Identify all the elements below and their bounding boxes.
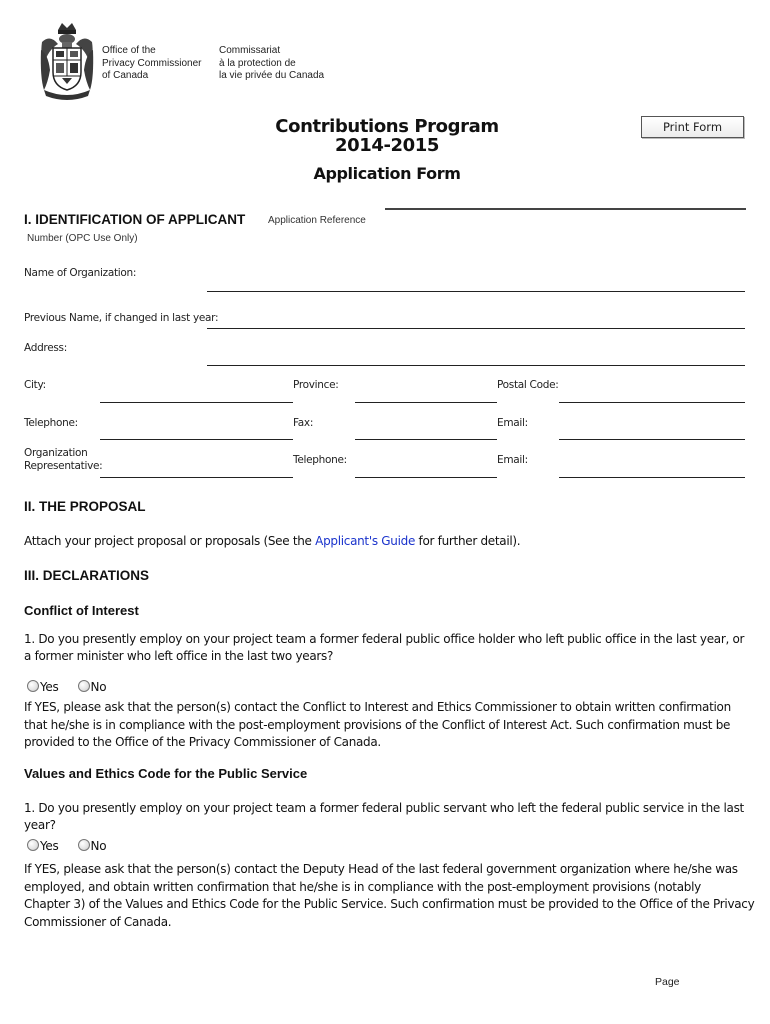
fax-field[interactable] [355, 439, 497, 440]
values-note-line: If YES, please ask that the person(s) contact the Deputy Head of the last federal government organization where he/she was [24, 862, 738, 876]
postal-code-label: Postal Code: [497, 379, 559, 391]
form-name: Application Form [313, 164, 461, 183]
proposal-text: Attach your project proposal or proposals (See the [24, 534, 316, 548]
application-reference-label: Application Reference [268, 215, 366, 226]
representative-label-line: Representative: [24, 460, 103, 472]
proposal-instructions [24, 534, 520, 548]
applicants-guide-link[interactable]: Applicant's Guide [315, 534, 416, 548]
conflict-yes-radio[interactable] [27, 680, 39, 692]
section-3-heading: III. DECLARATIONS [24, 568, 150, 583]
telephone-field[interactable] [100, 439, 293, 440]
conflict-note-line: provided to the Office of the Privacy Commissioner of Canada. [24, 735, 381, 749]
department-name-fr [219, 45, 324, 83]
conflict-note [24, 699, 731, 752]
program-name: Contributions Program [275, 116, 499, 137]
application-reference-label-cont: Number (OPC Use Only) [27, 233, 138, 244]
values-question [24, 800, 744, 834]
representative-email-label: Email: [497, 454, 528, 466]
province-field[interactable] [355, 402, 497, 403]
department-name-en-line: of Canada [102, 70, 149, 81]
fax-label: Fax: [293, 417, 314, 429]
values-answer-group [27, 839, 106, 853]
proposal-text-end: for further detail). [415, 534, 521, 548]
org-name-label: Name of Organization: [24, 267, 137, 279]
department-name-fr-line: à la protection de [219, 57, 296, 69]
telephone-label: Telephone: [24, 417, 78, 429]
values-question-line: 1. Do you presently employ on your project team a former federal public servant who left the federal public service in the last [24, 801, 744, 815]
conflict-no-radio[interactable] [78, 680, 90, 692]
representative-field[interactable] [100, 477, 293, 478]
previous-name-field[interactable] [207, 328, 745, 329]
conflict-question [24, 631, 744, 665]
values-yes-label: Yes [40, 839, 59, 853]
section-1-heading: I. IDENTIFICATION OF APPLICANT [24, 212, 246, 227]
conflict-question-line: 1. Do you presently employ on your project team a former federal public office holder who left public office in the last year, or [24, 632, 745, 646]
email-label: Email: [497, 417, 528, 429]
department-name-fr-line: la vie privée du Canada [219, 70, 325, 81]
province-label: Province: [293, 379, 339, 391]
conflict-note-line: If YES, please ask that the person(s) contact the Conflict to Interest and Ethics Commissioner to obtain written confirmation [24, 700, 731, 714]
city-field[interactable] [100, 402, 293, 403]
city-label: City: [24, 379, 46, 391]
page-number-label: Page [655, 976, 680, 988]
values-yes-radio[interactable] [27, 839, 39, 851]
conflict-note-line: that he/she is in compliance with the post-employment provisions of the Conflict of Interest Act. Such confirmation must be [24, 717, 731, 732]
representative-email-field[interactable] [559, 477, 745, 478]
values-note-line: Chapter 3) of the Values and Ethics Code for the Public Service. Such confirmation must be provided to the Office of the Privacy [24, 897, 755, 911]
values-question-line: year? [24, 818, 56, 832]
values-note-line: Commissioner of Canada. [24, 914, 172, 929]
values-ethics-heading: Values and Ethics Code for the Public Service [24, 766, 308, 781]
email-field[interactable] [559, 439, 745, 440]
values-note-line: employed, and obtain written confirmation that he/she is in compliance with the post-employment provisions (notably [24, 879, 701, 894]
department-name-en-line: Office of the [102, 45, 156, 56]
section-divider [385, 208, 746, 210]
representative-telephone-label: Telephone: [293, 454, 347, 466]
representative-label [24, 447, 102, 473]
representative-telephone-field[interactable] [355, 477, 497, 478]
address-label: Address: [24, 342, 67, 354]
department-name-fr-line: Commissariat [219, 45, 281, 56]
section-2-heading: II. THE PROPOSAL [24, 499, 146, 514]
values-note [24, 861, 754, 931]
department-name-en [102, 45, 201, 83]
previous-name-label: Previous Name, if changed in last year: [24, 312, 219, 324]
conflict-answer-group [27, 680, 106, 694]
values-no-label: No [90, 839, 107, 853]
print-form-button[interactable]: Print Form [641, 116, 744, 138]
postal-code-field[interactable] [559, 402, 745, 403]
conflict-no-label: No [90, 680, 107, 694]
conflict-question-line: a former minister who left office in the last two years? [24, 649, 334, 663]
program-year: 2014-2015 [334, 135, 440, 156]
canada-coat-of-arms-icon [38, 20, 96, 100]
org-name-field[interactable] [207, 291, 745, 292]
department-name-en-line: Privacy Commissioner [102, 57, 202, 69]
values-no-radio[interactable] [78, 839, 90, 851]
conflict-of-interest-heading: Conflict of Interest [24, 603, 139, 618]
representative-label-line: Organization [24, 447, 88, 459]
document-title [237, 117, 537, 155]
address-field[interactable] [207, 365, 745, 366]
conflict-yes-label: Yes [40, 680, 59, 694]
